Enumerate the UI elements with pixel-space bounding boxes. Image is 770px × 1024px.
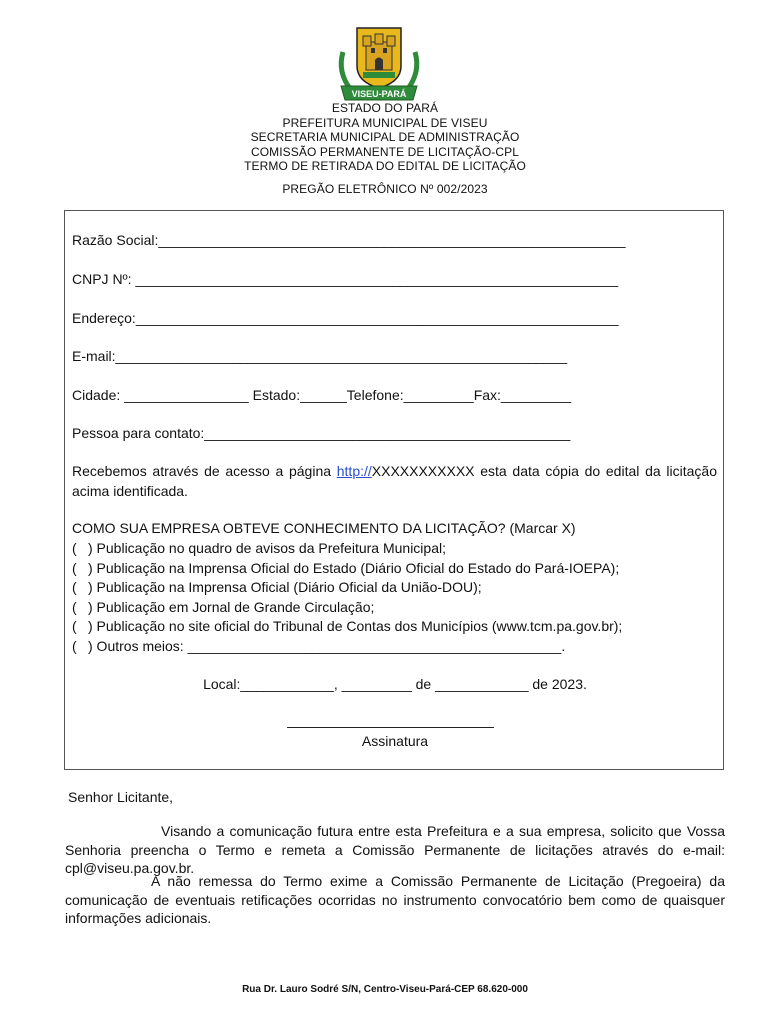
cnpj-field[interactable]: CNPJ Nº: ______________________________________________________________ bbox=[72, 271, 619, 287]
pregao-number: PREGÃO ELETRÔNICO Nº 002/2023 bbox=[282, 181, 488, 196]
letter-paragraph-2: A não remessa do Termo exime a Comissão Permanente de Licitação (Pregoeira) da comunicação de eventuais retificações ocorridas no instrumento convocatório bem como de quaisquer informações adicionais. bbox=[65, 873, 725, 926]
logo-banner-text: VISEU-PARÁ bbox=[351, 89, 407, 99]
cidade-estado-telefone-fax-fields[interactable]: Cidade: ________________ Estado:______Telefone:_________Fax:_________ bbox=[72, 387, 572, 403]
option-checkbox[interactable]: ( bbox=[72, 540, 77, 556]
assinatura-label: Assinatura bbox=[361, 733, 429, 749]
recebemos-text-pre: Recebemos através de acesso a página bbox=[72, 463, 337, 479]
option-label: ) Publicação em Jornal de Grande Circulação; bbox=[88, 598, 375, 615]
viseu-coat-of-arms-logo bbox=[333, 22, 425, 102]
option-checkbox[interactable]: ( bbox=[72, 579, 77, 595]
option-checkbox[interactable]: ( bbox=[72, 598, 77, 615]
header-line-secretaria: SECRETARIA MUNICIPAL DE ADMINISTRAÇÃO bbox=[250, 130, 520, 144]
option-quadro-avisos[interactable] bbox=[72, 539, 622, 559]
header-line-estado: ESTADO DO PARÁ bbox=[331, 101, 439, 115]
option-ioepa[interactable] bbox=[72, 559, 622, 579]
signature-line[interactable] bbox=[287, 727, 494, 728]
endereco-field[interactable]: Endereço:______________________________________________________________ bbox=[72, 310, 619, 326]
conhecimento-options bbox=[72, 539, 622, 656]
document-header bbox=[0, 101, 770, 196]
local-data-field[interactable]: Local:____________, _________ de ____________ de 2023. bbox=[203, 676, 587, 692]
option-checkbox[interactable]: ( bbox=[72, 559, 77, 576]
recebemos-text-post: XXXXXXXXXXX esta data cópia do edital da licitação acima identificada. bbox=[72, 463, 717, 499]
email-field[interactable]: E-mail:__________________________________________________________ bbox=[72, 348, 568, 364]
option-label: ) Publicação no quadro de avisos da Prefeitura Municipal; bbox=[88, 540, 446, 556]
option-label: ) Outros meios: ________________________________________________. bbox=[88, 637, 566, 654]
option-site-tcm[interactable] bbox=[72, 617, 622, 637]
edital-link[interactable]: http:// bbox=[336, 463, 372, 479]
option-label: ) Publicação na Imprensa Oficial do Estado (Diário Oficial do Estado do Pará-IOEPA); bbox=[88, 559, 620, 576]
header-line-prefeitura: PREFEITURA MUNICIPAL DE VISEU bbox=[282, 115, 488, 130]
retirada-form-box bbox=[64, 210, 724, 770]
option-label: ) Publicação na Imprensa Oficial (Diário Oficial da União-DOU); bbox=[88, 579, 482, 595]
header-line-termo: TERMO DE RETIRADA DO EDITAL DE LICITAÇÃO bbox=[244, 159, 526, 173]
razao-social-field[interactable]: Razão Social:____________________________________________________________ bbox=[72, 232, 626, 248]
option-outros-meios[interactable] bbox=[72, 637, 622, 657]
pessoa-contato-field[interactable]: Pessoa para contato:_______________________________________________ bbox=[72, 425, 571, 441]
option-dou[interactable] bbox=[72, 578, 622, 598]
option-label: ) Publicação no site oficial do Tribunal de Contas dos Municípios (www.tcm.pa.gov.br); bbox=[88, 618, 623, 634]
option-checkbox[interactable]: ( bbox=[72, 637, 77, 654]
page-footer-address: Rua Dr. Lauro Sodré S/N, Centro-Viseu-Pará-CEP 68.620-000 bbox=[242, 984, 528, 995]
letter-greeting: Senhor Licitante, bbox=[68, 789, 174, 805]
conhecimento-question: COMO SUA EMPRESA OBTEVE CONHECIMENTO DA LICITAÇÃO? (Marcar X) bbox=[72, 520, 576, 536]
option-jornal[interactable] bbox=[72, 598, 622, 618]
option-checkbox[interactable]: ( bbox=[72, 618, 77, 634]
letter-paragraph-1: Visando a comunicação futura entre esta Prefeitura e a sua empresa, solicito que Vossa Senhoria preencha o Termo e remeta a Comissão Permanente de licitações através do e-mail: cpl@viseu.pa.gov.br. bbox=[65, 823, 725, 876]
header-line-comissao: COMISSÃO PERMANENTE DE LICITAÇÃO-CPL bbox=[250, 144, 520, 159]
recebemos-paragraph bbox=[72, 462, 717, 501]
